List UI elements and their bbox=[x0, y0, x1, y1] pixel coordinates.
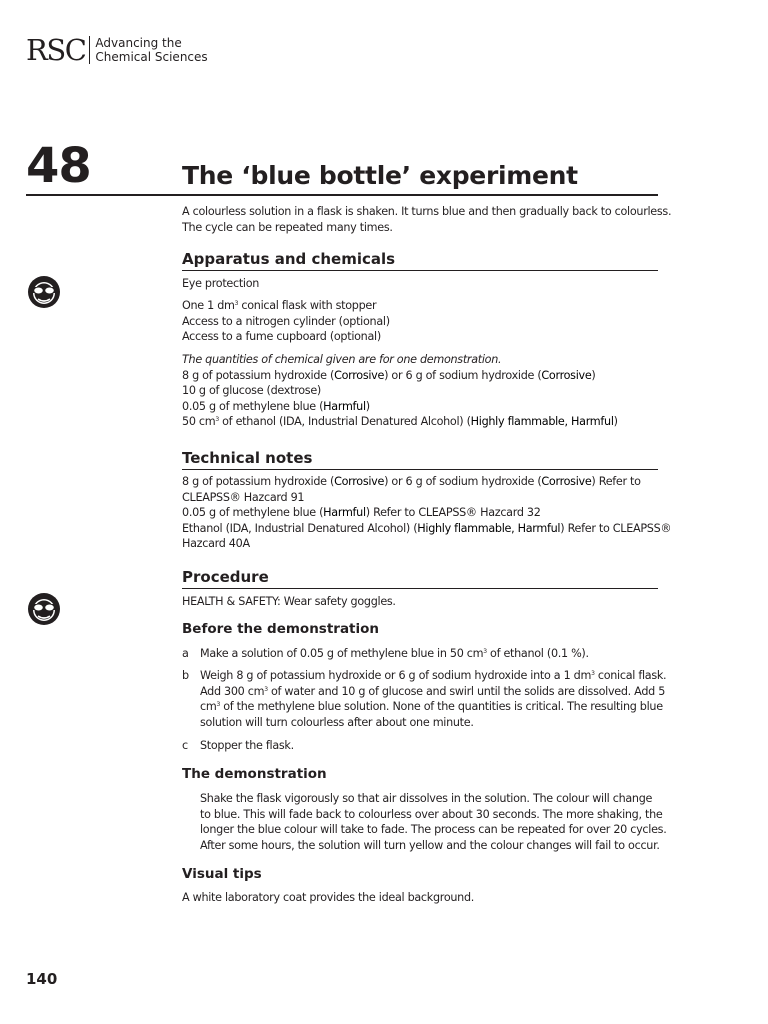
tech-ethanol-hazcard: Hazcard 40A bbox=[182, 537, 250, 550]
hazard-label: Highly flammable, Harmful bbox=[417, 521, 561, 535]
demonstration-text: Shake the flask vigorously so that air dissolves in the solution. The colour will change to blue. This will fade back to colourless over about 30 seconds. The more shaking, the longer the blue colour will take to fade. The process can be repeated for over 20 cycles. After some hours, the solution will turn yellow and the colour changes will fail to occur. bbox=[200, 792, 667, 852]
title-divider bbox=[26, 194, 658, 196]
step-letter: c bbox=[182, 739, 188, 752]
chemicals-list bbox=[182, 352, 658, 430]
tech-ethanol-line: Ethanol (IDA, Industrial Denatured Alcohol) (Highly flammable, Harmful) Refer to CLEAPSS® bbox=[182, 521, 672, 535]
nitrogen-item: Access to a nitrogen cylinder (optional) bbox=[182, 314, 390, 328]
apparatus-divider bbox=[182, 270, 658, 271]
flask-item: One 1 $dm^3$ conical flask with stopper bbox=[182, 299, 377, 312]
technical-notes-heading: Technical notes bbox=[182, 449, 313, 467]
apparatus-heading: Apparatus and chemicals bbox=[182, 250, 396, 268]
visual-tips-heading: Visual tips bbox=[182, 866, 262, 882]
quantities-note: The quantities of chemical given are for one demonstration. bbox=[182, 353, 502, 366]
procedure-heading: Procedure bbox=[182, 568, 269, 586]
logo-tagline bbox=[95, 36, 207, 64]
eye-protection-text: Eye protection bbox=[182, 277, 260, 290]
rsc-logo bbox=[26, 34, 208, 66]
hazard-label: Corrosive bbox=[334, 368, 385, 382]
page-number: 140 bbox=[26, 970, 58, 988]
hazard-label: Harmful bbox=[323, 506, 366, 519]
procedure-divider bbox=[182, 588, 658, 589]
hazard-label: Harmful bbox=[323, 399, 366, 413]
visual-tips-text: A white laboratory coat provides the ideal background. bbox=[182, 891, 475, 904]
hazard-label: Corrosive bbox=[541, 475, 592, 488]
intro-line-1: A colourless solution in a flask is shaken. It turns blue and then gradually back to colourless. bbox=[182, 205, 672, 218]
logo-divider bbox=[89, 36, 90, 64]
hazard-label: Corrosive bbox=[541, 368, 592, 382]
glucose-item: 10 g of glucose (dextrose) bbox=[182, 384, 321, 397]
tech-hydroxide-hazcard: CLEAPSS® Hazcard 91 bbox=[182, 490, 305, 504]
step-text: Stopper the flask. bbox=[200, 739, 294, 752]
step-letter: b bbox=[182, 669, 189, 682]
technical-notes-divider bbox=[182, 469, 658, 470]
tech-methylene-line: 0.05 g of methylene blue (Harmful) Refer to CLEAPSS® Hazcard 32 bbox=[182, 506, 541, 519]
page-title: The ‘blue bottle’ experiment bbox=[182, 161, 578, 190]
step-text: Weigh 8 g of potassium hydroxide or 6 g of sodium hydroxide into a 1 $dm^3$ conical flask. Add 300 $cm^3$ of water and 10 g of glucose and swirl until the solids are dissolved. Add 5 $cm^3$ of the methylene blue solution. None of the quantities is critical. The resulting blue solution will turn colourless after about one minute. bbox=[200, 669, 667, 729]
methylene-blue-item: 0.05 g of methylene blue (Harmful) bbox=[182, 399, 370, 413]
safety-goggles-icon bbox=[27, 275, 61, 309]
health-safety-label: HEALTH & SAFETY: bbox=[182, 595, 281, 608]
experiment-number: 48 bbox=[26, 138, 91, 194]
ethanol-item: 50 $cm^3$ of ethanol (IDA, Industrial Denatured Alcohol) (Highly flammable, Harmful) bbox=[182, 415, 618, 428]
hazard-label: Highly flammable, Harmful bbox=[470, 415, 614, 428]
demonstration-heading: The demonstration bbox=[182, 766, 327, 782]
hydroxide-item: 8 g of potassium hydroxide (Corrosive) or 6 g of sodium hydroxide (Corrosive) bbox=[182, 368, 596, 382]
tech-hydroxide-line: 8 g of potassium hydroxide (Corrosive) or 6 g of sodium hydroxide (Corrosive) Refer to bbox=[182, 475, 641, 488]
safety-goggles-icon bbox=[27, 592, 61, 626]
hazard-label: Corrosive bbox=[334, 475, 385, 488]
tagline-line-1: Advancing the bbox=[95, 36, 182, 50]
apparatus-list bbox=[182, 276, 658, 292]
intro-line-2: The cycle can be repeated many times. bbox=[182, 220, 393, 234]
step-text: Make a solution of 0.05 g of methylene blue in 50 $cm^3$ of ethanol (0.1 %). bbox=[200, 647, 589, 660]
equipment-list bbox=[182, 298, 658, 345]
logo-text: RSC bbox=[26, 33, 86, 67]
step-letter: a bbox=[182, 647, 189, 660]
technical-notes-text bbox=[182, 474, 672, 552]
before-demo-heading: Before the demonstration bbox=[182, 621, 380, 637]
tagline-line-2: Chemical Sciences bbox=[95, 50, 208, 64]
intro-text bbox=[182, 204, 672, 235]
fume-item: Access to a fume cupboard (optional) bbox=[182, 330, 381, 343]
health-safety-text bbox=[182, 594, 658, 610]
health-safety-instruction: Wear safety goggles. bbox=[280, 595, 396, 608]
